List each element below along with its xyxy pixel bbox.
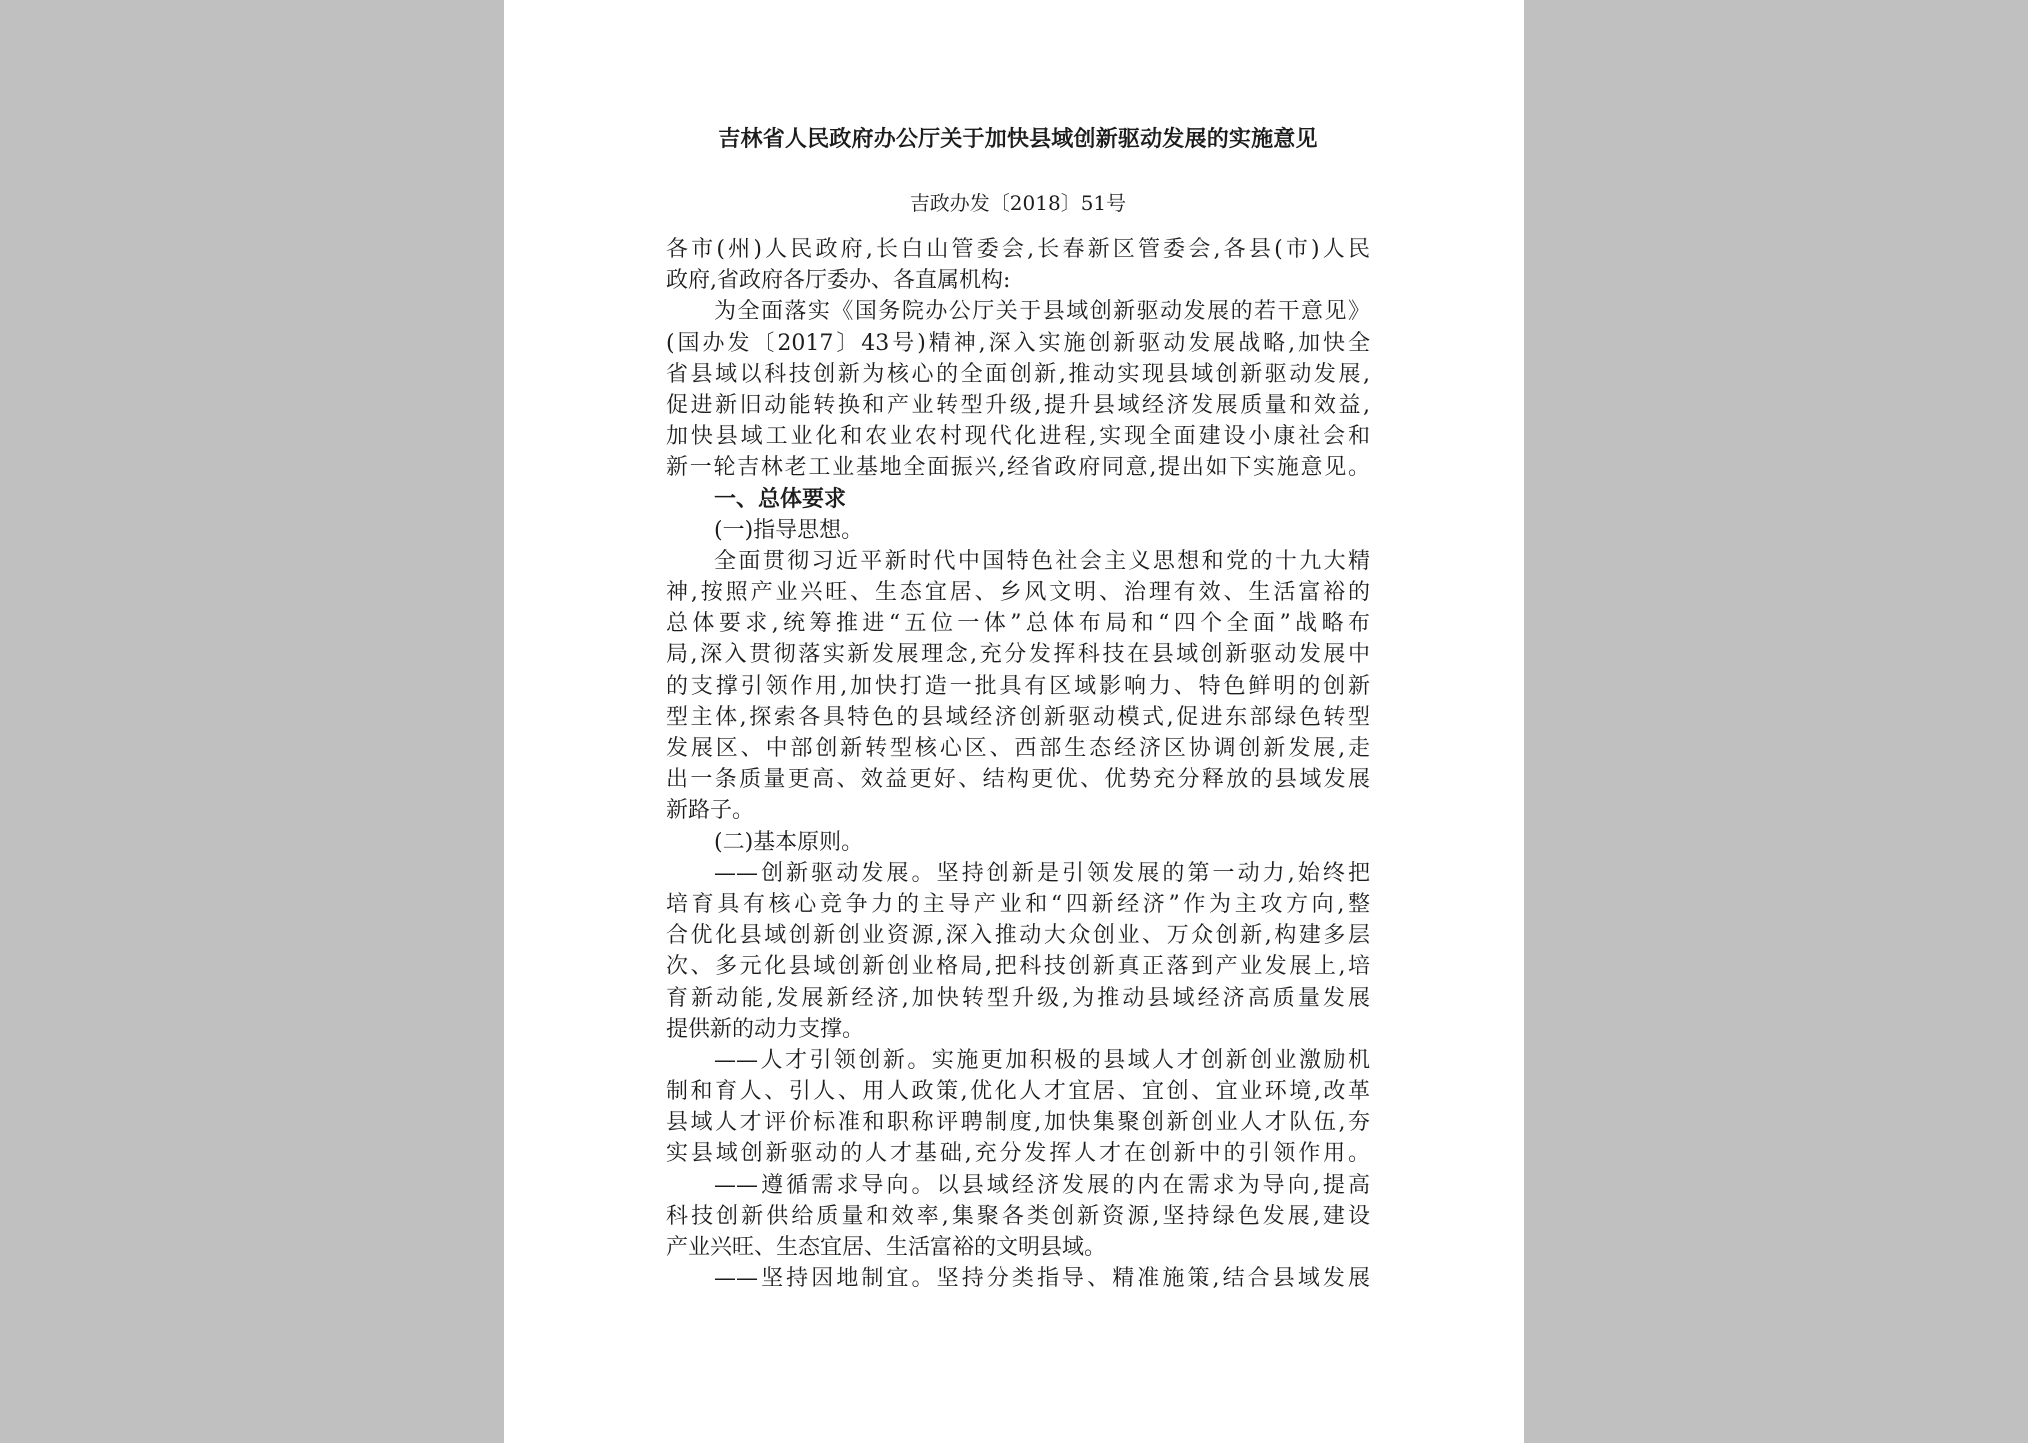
body-text-line: 总体要求,统筹推进“五位一体”总体布局和“四个全面”战略布 [666, 611, 1370, 637]
body-text-line: 产业兴旺、生态宜居、生活富裕的文明县域。 [666, 1235, 1107, 1260]
body-text-line: 科技创新供给质量和效率,集聚各类创新资源,坚持绿色发展,建设 [666, 1203, 1370, 1229]
body-text-line: 新一轮吉林老工业基地全面振兴,经省政府同意,提出如下实施意见。 [666, 455, 1370, 481]
body-text-line: ——人才引领创新。实施更加积极的县域人才创新创业激励机 [714, 1047, 1370, 1073]
subsection-heading: (二)基本原则。 [714, 829, 864, 855]
body-text-line: 省县域以科技创新为核心的全面创新,推动实现县域创新驱动发展, [666, 361, 1370, 387]
document-title: 吉林省人民政府办公厅关于加快县域创新驱动发展的实施意见 [718, 126, 1318, 152]
body-text-line: 新路子。 [666, 798, 755, 824]
body-text-line: 促进新旧动能转换和产业转型升级,提升县域经济发展质量和效益, [666, 392, 1370, 418]
body-text-line: 加快县域工业化和农业农村现代化进程,实现全面建设小康社会和 [666, 424, 1370, 450]
body-text-line: 实县域创新驱动的人才基础,充分发挥人才在创新中的引领作用。 [666, 1141, 1370, 1167]
body-text-line: ——坚持因地制宜。坚持分类指导、精准施策,结合县域发展 [714, 1266, 1370, 1292]
body-text-line: 育新动能,发展新经济,加快转型升级,为推动县域经济高质量发展 [666, 985, 1370, 1011]
body-text-line: 出一条质量更高、效益更好、结构更优、优势充分释放的县域发展 [666, 767, 1370, 793]
body-text-line: ——遵循需求导向。以县域经济发展的内在需求为导向,提高 [714, 1172, 1370, 1198]
body-text-line: 为全面落实《国务院办公厅关于县域创新驱动发展的若干意见》 [714, 299, 1370, 325]
body-text-line: (国办发〔2017〕43号)精神,深入实施创新驱动发展战略,加快全 [666, 330, 1370, 356]
document-page [504, 0, 1524, 1443]
subsection-heading: (一)指导思想。 [714, 517, 864, 543]
body-text-line: 政府,省政府各厅委办、各直属机构: [666, 268, 1011, 294]
body-text-line: 培育具有核心竞争力的主导产业和“四新经济”作为主攻方向,整 [666, 891, 1370, 917]
body-text-line: 局,深入贯彻落实新发展理念,充分发挥科技在县域创新驱动发展中 [666, 642, 1370, 668]
body-text-line: 全面贯彻习近平新时代中国特色社会主义思想和党的十九大精 [714, 548, 1370, 574]
document-body [666, 234, 1370, 1294]
body-text-line: 制和育人、引人、用人政策,优化人才宜居、宜创、宜业环境,改革 [666, 1079, 1370, 1105]
body-text-line: 型主体,探索各具特色的县域经济创新驱动模式,促进东部绿色转型 [666, 704, 1370, 730]
body-text-line: 提供新的动力支撑。 [666, 1016, 865, 1042]
body-text-line: 发展区、中部创新转型核心区、西部生态经济区协调创新发展,走 [666, 736, 1370, 761]
body-text-line: 合优化县域创新创业资源,深入推动大众创业、万众创新,构建多层 [666, 923, 1370, 949]
document-number: 吉政办发〔2018〕51号 [909, 191, 1127, 215]
body-text-line: 次、多元化县域创新创业格局,把科技创新真正落到产业发展上,培 [666, 954, 1370, 980]
body-text-line: 的支撑引领作用,加快打造一批具有区域影响力、特色鲜明的创新 [666, 673, 1370, 699]
body-text-line: 各市(州)人民政府,长白山管委会,长春新区管委会,各县(市)人民 [666, 237, 1370, 262]
body-text-line: 神,按照产业兴旺、生态宜居、乡风文明、治理有效、生活富裕的 [666, 580, 1370, 606]
body-text-line: ——创新驱动发展。坚持创新是引领发展的第一动力,始终把 [714, 860, 1370, 886]
section-heading: 一、总体要求 [714, 485, 847, 512]
body-text-line: 县域人才评价标准和职称评聘制度,加快集聚创新创业人才队伍,夯 [666, 1110, 1370, 1136]
page-content [666, 118, 1370, 1294]
